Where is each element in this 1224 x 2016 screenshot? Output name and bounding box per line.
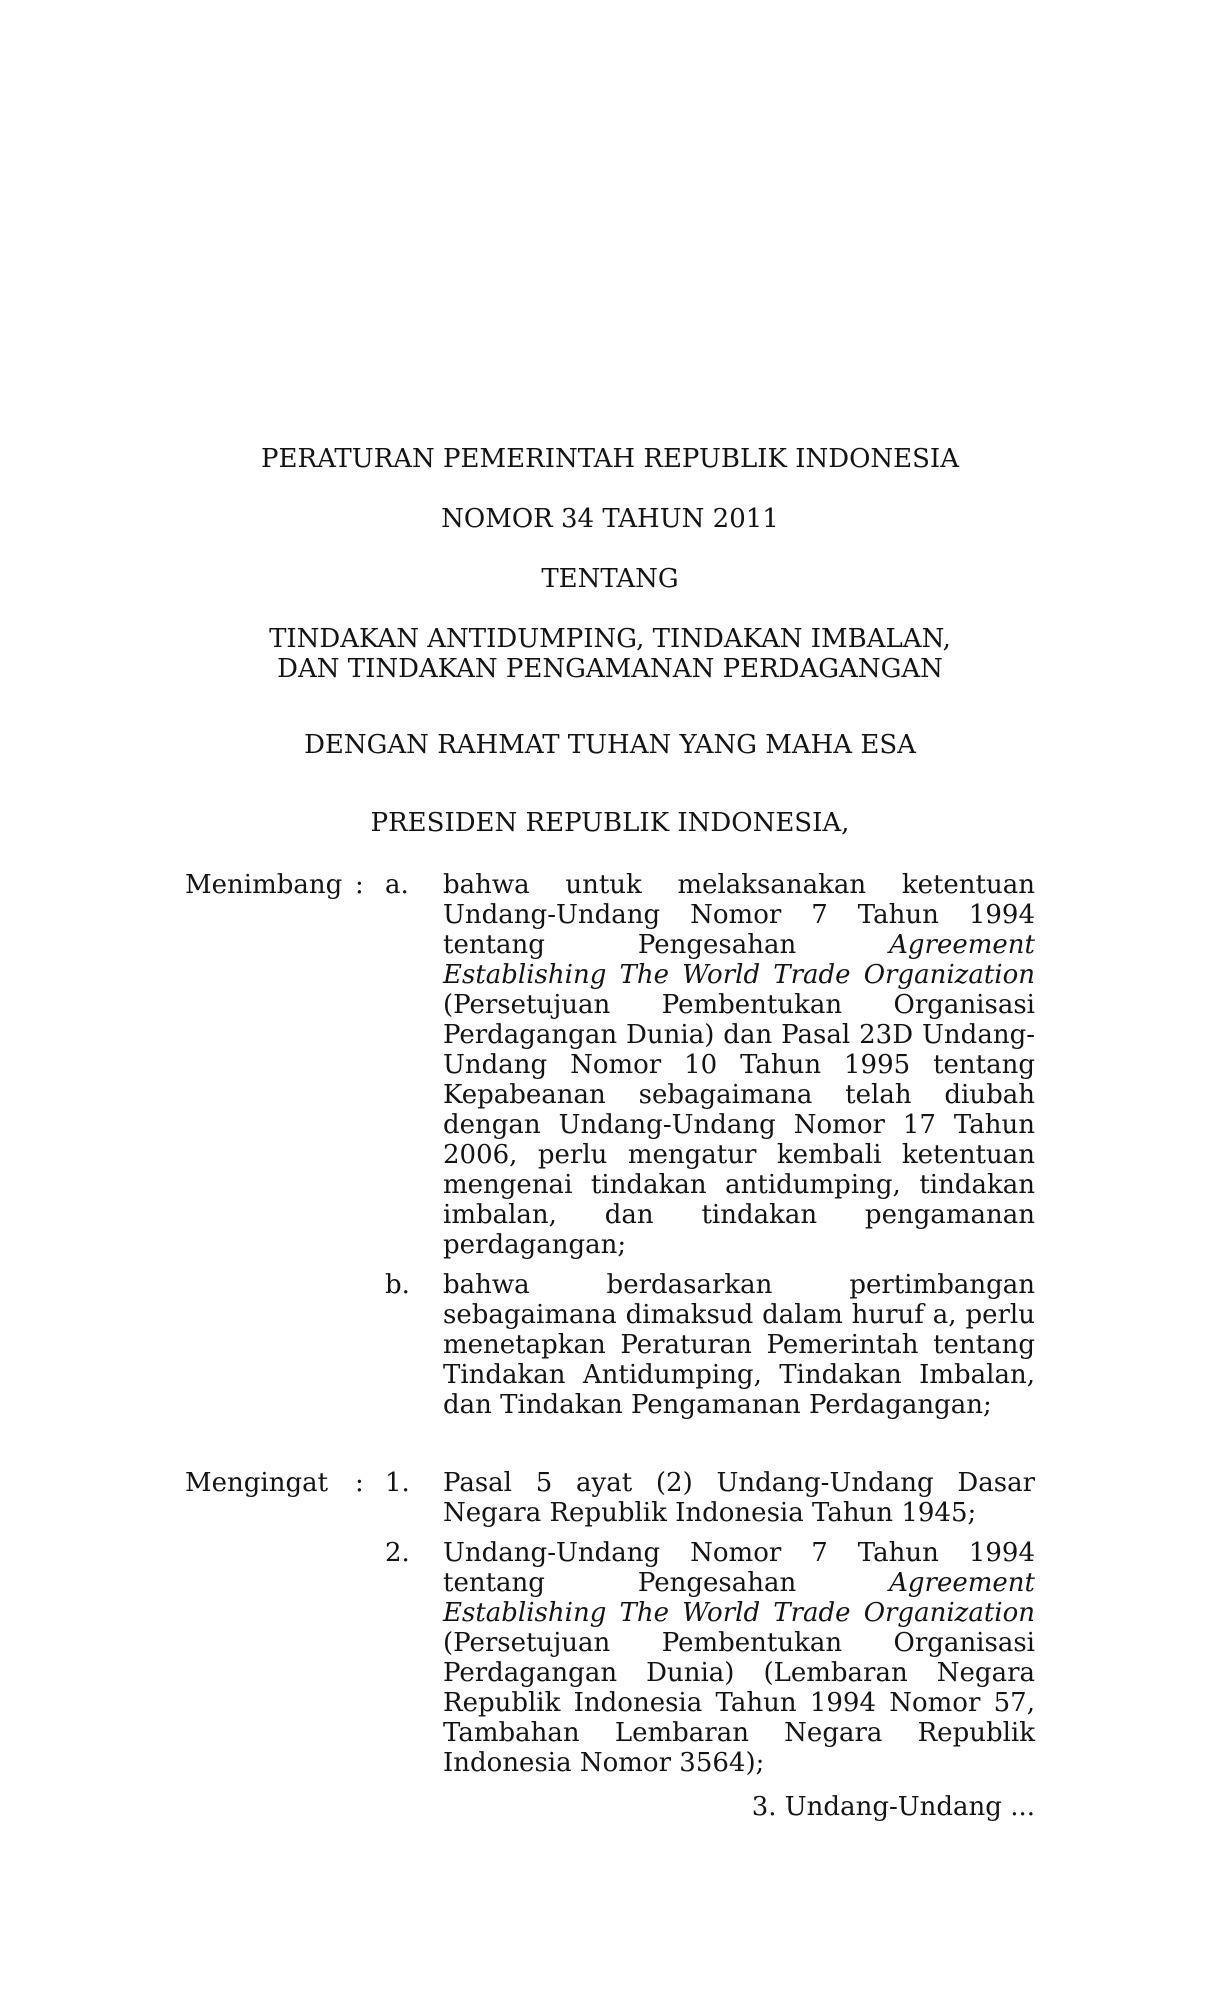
item-marker: 2.	[385, 1538, 410, 1568]
item-paragraph	[443, 870, 1035, 1260]
section-items	[385, 870, 1035, 1420]
section-item	[385, 1468, 1035, 1528]
section-label: Menimbang	[185, 870, 343, 900]
heading-subject-line-1: TINDAKAN ANTIDUMPING, TINDAKAN IMBALAN,	[269, 624, 951, 654]
heading-institution: PERATURAN PEMERINTAH REPUBLIK INDONESIA	[261, 444, 959, 474]
section-label-cell	[185, 1468, 385, 1498]
text-run: (Persetujuan Pembentukan Organisasi Perdagangan Dunia) (Lembaran Negara Republik Indonesia Tahun 1994 Nomor 57, Tambahan Lembaran Negara Republik Indonesia Nomor 3564);	[443, 1628, 1035, 1778]
text-run: Undang-Undang Nomor 7 Tahun 1994 tentang Pengesahan	[443, 1538, 1035, 1598]
heading-about-label: TENTANG	[541, 564, 679, 594]
item-marker: a.	[385, 870, 409, 900]
heading-subject-line-2: DAN TINDAKAN PENGAMANAN PERDAGANGAN	[277, 654, 943, 684]
text-run: bahwa untuk melaksanakan ketentuan Undang-Undang Nomor 7 Tahun 1994 tentang Pengesahan	[443, 870, 1035, 960]
text-run: bahwa berdasarkan pertimbangan sebagaimana dimaksud dalam huruf a, perlu menetapkan Peraturan Pemerintah tentang Tindakan Antidumping, Tindakan Imbalan, dan Tindakan Pengamanan Perdagangan;	[443, 1270, 1035, 1420]
italic-text-run: Agreement Establishing The World Trade Organization	[443, 930, 1035, 990]
italic-text-run: Agreement Establishing The World Trade Organization	[443, 1568, 1035, 1628]
item-marker: 1.	[385, 1468, 410, 1498]
heading-issuer: PRESIDEN REPUBLIK INDONESIA,	[370, 808, 850, 838]
section-mengingat	[185, 1468, 1035, 1778]
section-menimbang	[185, 870, 1035, 1420]
item-paragraph	[443, 1270, 1035, 1420]
document-heading	[185, 444, 1035, 838]
item-paragraph	[443, 1468, 1035, 1528]
section-label: Mengingat	[185, 1468, 329, 1498]
catchword-line: 3. Undang-Undang ...	[751, 1792, 1035, 1822]
section-item	[385, 1538, 1035, 1778]
section-item	[385, 870, 1035, 1260]
heading-invocation: DENGAN RAHMAT TUHAN YANG MAHA ESA	[304, 730, 916, 760]
heading-number: NOMOR 34 TAHUN 2011	[441, 504, 779, 534]
section-items	[385, 1468, 1035, 1778]
sections	[185, 870, 1035, 1778]
item-marker: b.	[385, 1270, 410, 1300]
section-colon: :	[355, 870, 364, 900]
section-item	[385, 1270, 1035, 1420]
text-run: Pasal 5 ayat (2) Undang-Undang Dasar Negara Republik Indonesia Tahun 1945;	[443, 1468, 1035, 1528]
section-colon: :	[355, 1468, 364, 1498]
item-paragraph	[443, 1538, 1035, 1778]
text-run: (Persetujuan Pembentukan Organisasi Perdagangan Dunia) dan Pasal 23D Undang-Undang Nomor 10 Tahun 1995 tentang Kepabeanan sebagaimana telah diubah dengan Undang-Undang Nomor 17 Tahun 2006, perlu mengatur kembali ketentuan mengenai tindakan antidumping, tindakan imbalan, dan tindakan pengamanan perdagangan;	[443, 990, 1035, 1260]
section-label-cell	[185, 870, 385, 900]
